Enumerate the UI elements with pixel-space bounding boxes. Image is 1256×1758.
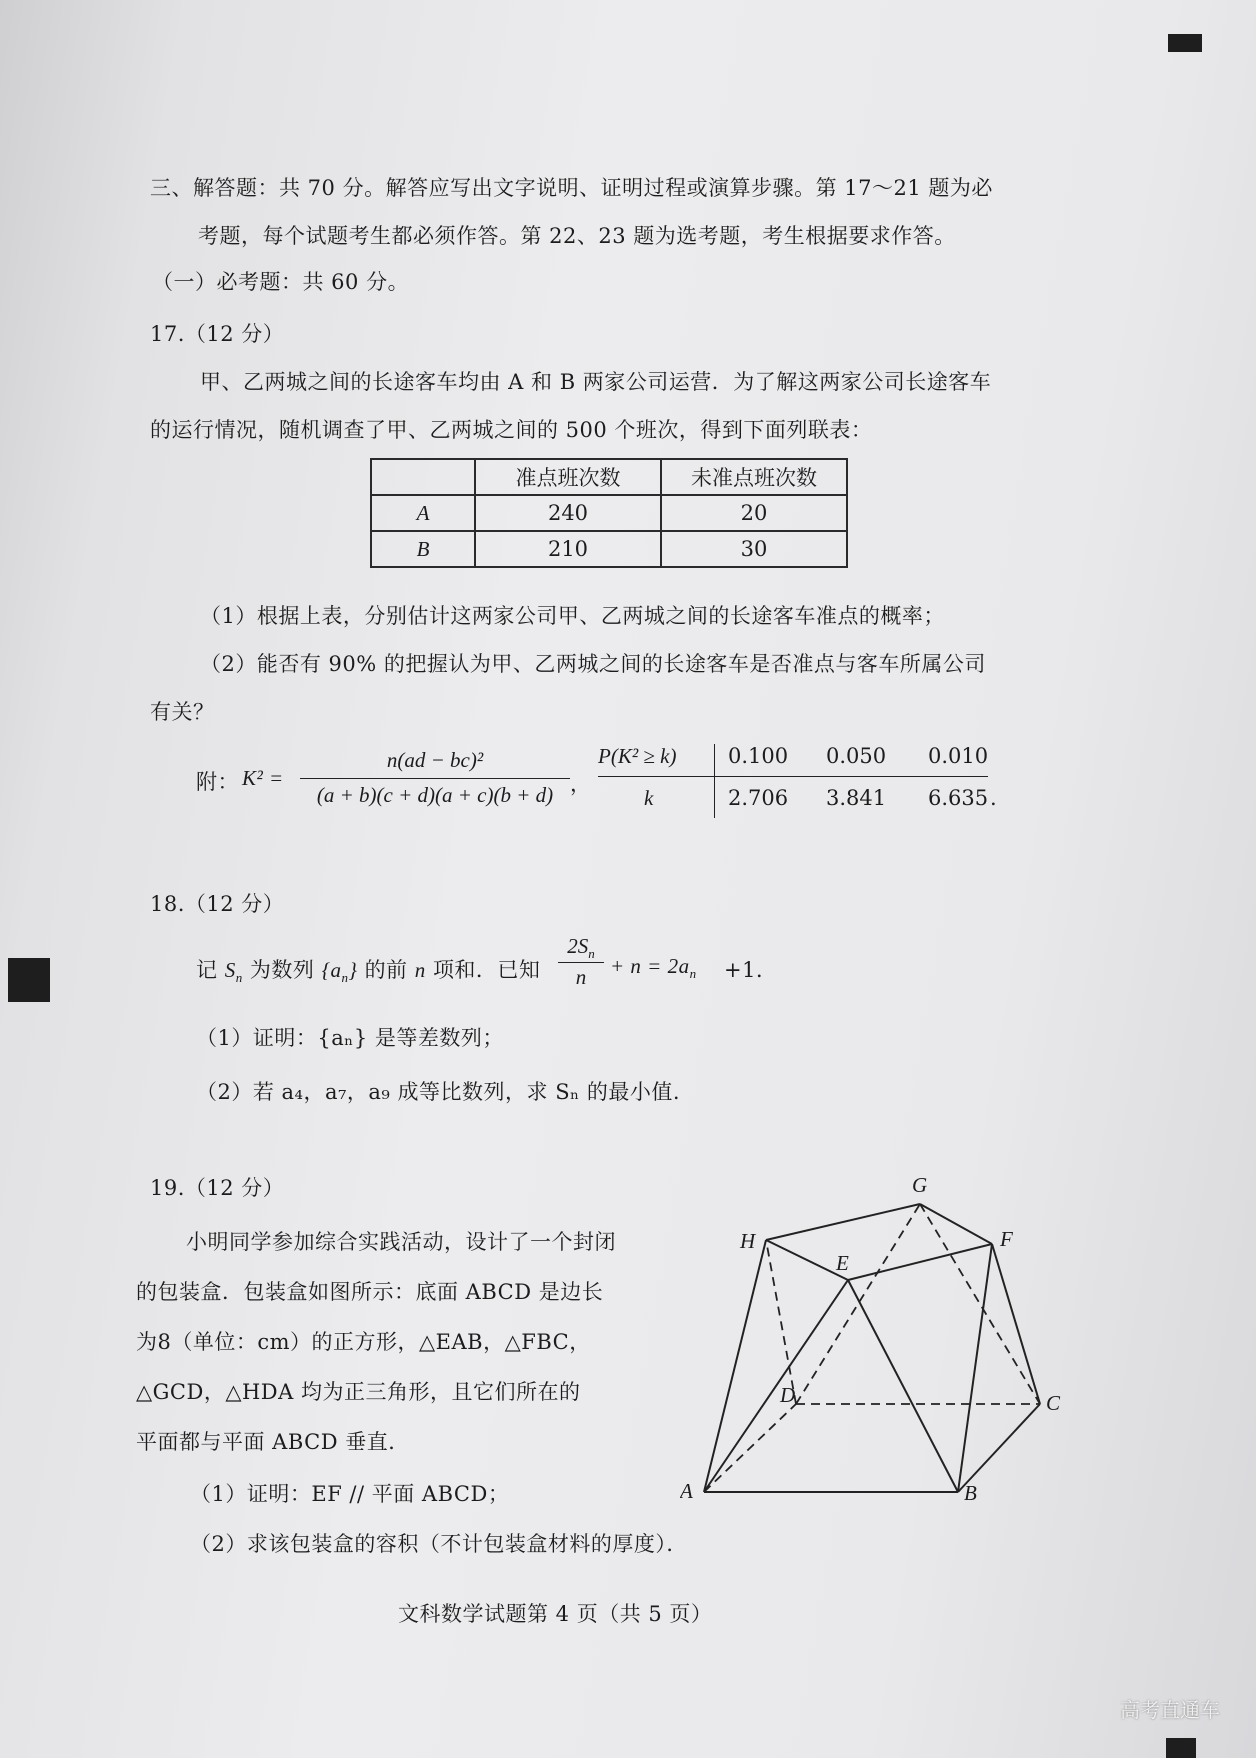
formula-numerator: n(ad − bc)²	[386, 748, 484, 772]
q18-stmt-e-text: + n = 2a	[610, 954, 690, 978]
edge-gc-hidden	[920, 1204, 1040, 1404]
vertex-label-g: G	[912, 1173, 928, 1197]
edge-fc	[992, 1244, 1040, 1404]
q18-sn-symbol: $S_n$	[224, 958, 243, 986]
q17-part2-line1: （2）能否有 90% 的把握认为甲、乙两城之间的长途客车是否准点与客车所属公司	[200, 652, 986, 676]
q18-statement	[196, 954, 540, 986]
vertex-label-a: A	[680, 1479, 693, 1503]
formula-comma: ，	[570, 772, 592, 796]
edge-ha	[704, 1240, 766, 1492]
q18-stmt-f: +1．	[724, 958, 778, 982]
q18-an-set: $\{a_n\}$	[321, 958, 358, 986]
q18-stmt-e: + $n = 2a_n$	[610, 954, 697, 982]
q17-body-line2: 的运行情况，随机调查了甲、乙两城之间的 500 个班次，得到下面列联表：	[150, 418, 873, 442]
scan-mark-top-right	[1168, 34, 1202, 52]
q18-stmt-b: 为数列	[249, 958, 315, 982]
k-value-1: 2.706	[728, 786, 789, 810]
watermark-text: 高考直通车	[1120, 1698, 1220, 1722]
q18-n-symbol: n	[414, 958, 426, 982]
q17-body-line1: 甲、乙两城之间的长途客车均由 A 和 B 两家公司运营．为了解这两家公司长途客车	[200, 370, 992, 394]
p-label: P(K² ≥ k)	[598, 744, 677, 768]
q19-line1: 小明同学参加综合实践活动，设计了一个封闭	[186, 1230, 616, 1254]
q18-part2: （2）若 a₄，a₇，a₉ 成等比数列，求 Sₙ 的最小值.	[196, 1080, 681, 1104]
page-footer: 文科数学试题第 4 页（共 5 页）	[398, 1602, 713, 1626]
table-row-label-b: B	[371, 531, 475, 567]
edge-gf	[920, 1204, 992, 1244]
edge-fe	[848, 1244, 992, 1280]
edge-ad-hidden	[704, 1404, 796, 1492]
edge-dg-hidden	[796, 1204, 920, 1404]
q19-heading: 19.（12 分）	[150, 1176, 285, 1200]
q19-line3: 为8（单位：cm）的正方形，△EAB，△FBC，	[136, 1330, 591, 1354]
q18-frac-den: n	[575, 965, 587, 989]
table-corner-cell	[371, 459, 475, 495]
vertex-label-b: B	[964, 1481, 977, 1505]
section-heading-line2: 考题，每个试题考生都必须作答。第 22、23 题为选考题，考生根据要求作答。	[198, 224, 956, 248]
q19-line4: △GCD，△HDA 均为正三角形，且它们所在的	[136, 1380, 581, 1404]
q18-frac-num-text: 2S	[567, 934, 589, 958]
table-header-late: 未准点班次数	[661, 459, 847, 495]
vertex-label-d: D	[780, 1383, 796, 1407]
p-value-2: 0.050	[826, 744, 887, 768]
q18-stmt-c: 的前	[364, 958, 408, 982]
p-value-3: 0.010	[928, 744, 989, 768]
q18-stmt-d: 项和．已知	[432, 958, 541, 982]
table-row-label-a: A	[371, 495, 475, 531]
edge-eb	[848, 1280, 958, 1492]
scan-mark-left	[8, 958, 50, 1002]
attach-label: 附：	[196, 770, 239, 794]
formula-denominator: (a + b)(c + d)(a + c)(b + d)	[316, 783, 554, 807]
k-value-3: 6.635	[928, 786, 989, 810]
vertex-label-h: H	[740, 1229, 756, 1253]
p-value-1: 0.100	[728, 744, 789, 768]
edge-bf	[958, 1244, 992, 1492]
vertex-label-c: C	[1046, 1391, 1061, 1415]
edge-ae	[704, 1280, 848, 1492]
q17-heading: 17.（12 分）	[150, 322, 285, 346]
q19-line5: 平面都与平面 ABCD 垂直．	[136, 1430, 410, 1454]
q19-part2: （2）求该包装盒的容积（不计包装盒材料的厚度）．	[190, 1532, 688, 1556]
q18-part1: （1）证明：{aₙ} 是等差数列；	[196, 1026, 504, 1050]
q18-fraction	[558, 934, 604, 990]
q18-heading: 18.（12 分）	[150, 892, 285, 916]
k-value-2: 3.841	[826, 786, 887, 810]
q19-part1: （1）证明：EF // 平面 ABCD；	[190, 1482, 510, 1506]
table-cell-a-ontime: 240	[475, 495, 661, 531]
q17-part1: （1）根据上表，分别估计这两家公司甲、乙两城之间的长途客车准点的概率；	[200, 604, 945, 628]
q17-part2-line2: 有关？	[150, 700, 215, 724]
table-cell-a-late: 20	[661, 495, 847, 531]
table-cell-b-ontime: 210	[475, 531, 661, 567]
vertex-label-f: F	[1000, 1227, 1013, 1251]
section-heading-line3: （一）必考题：共 60 分。	[152, 270, 410, 294]
chi-square-formula	[300, 748, 570, 808]
packaging-box-figure	[680, 1170, 1100, 1510]
table-cell-b-late: 30	[661, 531, 847, 567]
k-squared-symbol: K² =	[242, 766, 284, 790]
q18-stmt-a: 记	[196, 958, 218, 982]
ktable-hline	[598, 776, 988, 777]
edge-hg	[766, 1204, 920, 1240]
scan-mark-bottom-right	[1166, 1738, 1196, 1758]
q19-line2: 的包装盒．包装盒如图所示：底面 ABCD 是边长	[136, 1280, 604, 1304]
section-heading-line1: 三、解答题：共 70 分。解答应写出文字说明、证明过程或演算步骤。第 17～21 题为必	[150, 176, 993, 200]
table-header-ontime: 准点班次数	[475, 459, 661, 495]
edge-bc	[958, 1404, 1040, 1492]
ktable-vline	[714, 744, 715, 818]
q17-contingency-table	[370, 458, 848, 568]
q18-frac-num: $2S_n$	[567, 934, 595, 962]
k-label: k	[644, 786, 654, 810]
ktable-end-dot: .	[990, 786, 997, 810]
vertex-label-e: E	[836, 1251, 849, 1275]
